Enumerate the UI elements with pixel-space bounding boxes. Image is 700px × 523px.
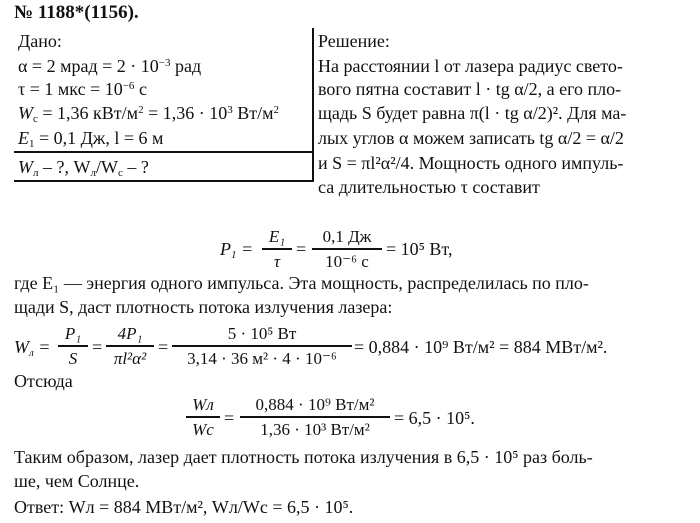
solution-line: и S = πl²α²/4. Мощность одного импуль- [318, 153, 624, 173]
solution-line: лых углов α можем записать tg α/2 = α/2 [318, 128, 624, 148]
eq2-frac3: 5 · 10⁵ Вт 3,14 · 36 м² · 4 · 10⁻⁶ [172, 323, 352, 369]
solution-line: вого пятна составит l · tg α/2, а его пло- [318, 79, 622, 99]
answer: Ответ: Wл = 884 МВт/м², Wл/Wс = 6,5 · 10⁵. [14, 497, 354, 517]
eq1-frac2: 0,1 Дж 10⁻⁶ с [312, 226, 382, 272]
eq3-lhs-frac: Wл Wс [186, 394, 220, 440]
given-tau: τ = 1 мкс = $10^{-6}$ с [18, 79, 147, 99]
given-divider [14, 151, 312, 153]
given-wc: $W_c = 1,36$ кВт/$м^2 = 1,36 \cdot 10^3$ $Вт/м^2$ [18, 103, 279, 125]
find-underline [14, 180, 312, 182]
vertical-divider [312, 28, 314, 182]
text-line: где E₁ — энергия одного импульса. Эта мощность, распределилась по пло- [14, 273, 589, 293]
solution-line: са длительностью τ составит [318, 177, 540, 197]
solution-label: Решение: [318, 31, 390, 51]
given-e1: $E_1 = 0,1$ Дж, l = 6 м [18, 128, 164, 150]
eq2-equals: = [92, 337, 103, 357]
eq3-frac: 0,884 · 10⁹ Вт/м² 1,36 · 10³ Вт/м² [240, 394, 390, 440]
given-alpha: α = 2 мрад = $2 \cdot 10^{-3}$ рад [18, 56, 202, 76]
solution-line: щадь S будет равна π(l · tg α/2)². Для ма- [318, 103, 627, 123]
eq1-result: = 10⁵ Вт, [386, 239, 453, 259]
solution-line: На расстоянии l от лазера радиус свето- [318, 56, 623, 76]
given-find: $W_л$ – ?, $W_л/W_с$ – ? [18, 157, 149, 179]
text-line: Таким образом, лазер дает плотность потока излучения в 6,5 · 10⁵ раз боль- [14, 447, 593, 467]
eq2-lhs: $W_л$ = [14, 337, 51, 359]
eq1-frac1: E₁ τ [262, 226, 292, 272]
eq2-equals2: = [158, 337, 169, 357]
eq1-lhs: $P_1$ = [220, 239, 254, 261]
text-line: щади S, даст плотность потока излучения лазера: [14, 297, 393, 317]
text-otsyuda: Отсюда [14, 371, 73, 391]
eq1-equals: = [296, 239, 307, 259]
eq3-result: = 6,5 · 10⁵. [394, 408, 475, 428]
given-label: Дано: [18, 31, 62, 51]
eq2-frac2: 4P₁ πl²α² [106, 323, 154, 369]
text-line: ше, чем Солнце. [14, 471, 140, 491]
eq3-equals: = [224, 408, 235, 428]
eq2-frac1: P₁ S [58, 323, 88, 369]
problem-number: № 1188*(1156). [14, 2, 139, 23]
eq2-result: = 0,884 · 10⁹ Вт/м² = 884 МВт/м². [354, 337, 608, 357]
